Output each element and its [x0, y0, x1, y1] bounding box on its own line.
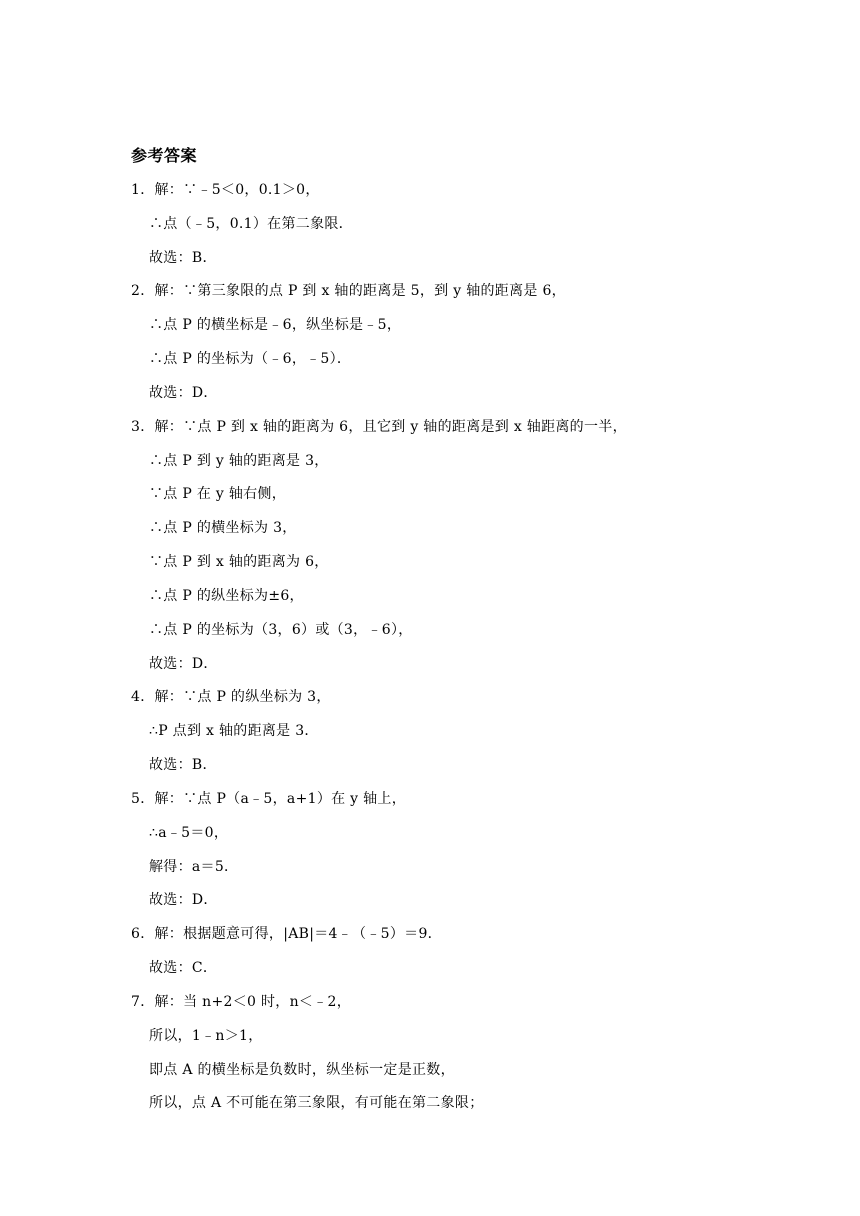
- answer-line: 所以，1﹣n＞1，: [149, 1028, 263, 1044]
- answer-line: ∴a﹣5＝0，: [149, 825, 229, 841]
- answer-line: ∴点 P 的横坐标是﹣6，纵坐标是﹣5，: [149, 317, 402, 333]
- page-title: 参考答案: [131, 146, 198, 165]
- answer-line: 3．解：∵点 P 到 x 轴的距离为 6，且它到 y 轴的距离是到 x 轴距离的一半，: [131, 419, 627, 435]
- answer-line: ∴点 P 的横坐标为 3，: [149, 520, 297, 536]
- answer-line: 所以，点 A 不可能在第三象限，有可能在第二象限；: [149, 1095, 484, 1111]
- answer-line: ∴点 P 的坐标为（﹣6，﹣5）．: [149, 351, 352, 367]
- answer-line: 4．解：∵点 P 的纵坐标为 3，: [131, 689, 331, 705]
- answer-line: ∴点（﹣5，0.1）在第二象限．: [149, 216, 353, 232]
- answer-line: ∴点 P 的坐标为（3，6）或（3，﹣6），: [149, 622, 413, 638]
- answer-line: 6．解：根据题意可得，|AB|＝4﹣（﹣5）＝9．: [131, 926, 442, 942]
- answer-line: 故选：B．: [149, 757, 217, 773]
- answer-line: 故选：D．: [149, 892, 218, 908]
- answer-line: ∴点 P 到 y 轴的距离是 3，: [149, 453, 329, 469]
- answer-line: 故选：C．: [149, 960, 218, 976]
- answer-line: ∴P 点到 x 轴的距离是 3．: [149, 723, 319, 739]
- answer-line: 即点 A 的横坐标是负数时，纵坐标一定是正数，: [149, 1062, 455, 1078]
- answer-line: 2．解：∵第三象限的点 P 到 x 轴的距离是 5，到 y 轴的距离是 6，: [131, 283, 566, 299]
- answer-line: 故选：D．: [149, 656, 218, 672]
- answer-line: 1．解：∵﹣5＜0，0.1＞0，: [131, 182, 320, 198]
- answer-line: 解得：a＝5．: [149, 859, 239, 875]
- answer-line: ∵点 P 到 x 轴的距离为 6，: [149, 554, 329, 570]
- answer-line: 5．解：∵点 P（a﹣5，a+1）在 y 轴上，: [131, 791, 407, 807]
- answer-line: 故选：B．: [149, 250, 217, 266]
- answer-line: 故选：D．: [149, 385, 218, 401]
- answer-line: ∴点 P 的纵坐标为±6，: [149, 588, 304, 604]
- answer-line: ∵点 P 在 y 轴右侧，: [149, 486, 287, 502]
- answer-line: 7．解：当 n+2＜0 时，n＜﹣2，: [131, 994, 351, 1010]
